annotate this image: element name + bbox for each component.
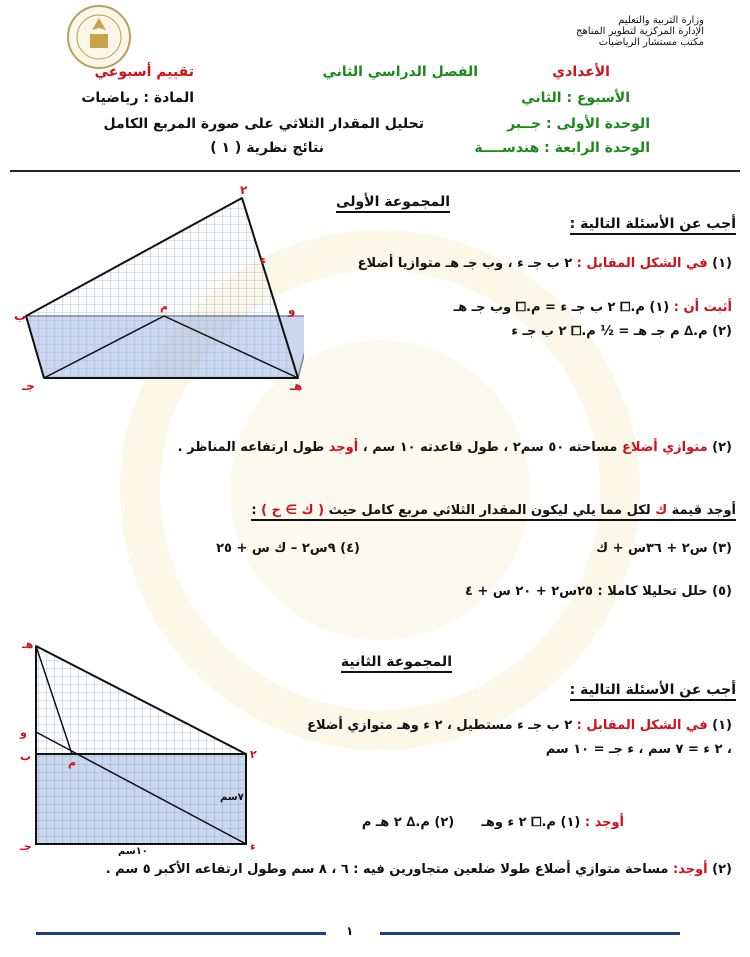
subject: المادة : رياضيات bbox=[81, 90, 194, 106]
g2-q2 bbox=[12, 862, 732, 877]
g2-q1-label: في الشكل المقابل : bbox=[576, 718, 708, 733]
g1-q1-label: في الشكل المقابل : bbox=[576, 256, 708, 271]
g1-q1-num: (١) bbox=[712, 256, 732, 271]
ministry-logo bbox=[66, 4, 132, 70]
g1-prove-label: أثبت أن : bbox=[673, 300, 732, 315]
fig2-label-b: ب bbox=[20, 750, 32, 763]
unit-1: الوحدة الأولى : جــبر bbox=[507, 116, 650, 132]
g1-prove-1: (١) م.⧠ ٢ ب جـ ء = م.⧠ وب جـ هـ bbox=[453, 300, 670, 315]
fig2-label-c: جـ bbox=[20, 840, 32, 853]
g1-q3: (٣) س٢ + ٣٦س + ك bbox=[596, 541, 732, 556]
footer-line-right bbox=[380, 932, 680, 935]
g1-find-k-line bbox=[251, 503, 736, 521]
g1-q5: (٥) حلل تحليلا كاملا : ٢٥س٢ + ٢٠ س + ٤ bbox=[465, 584, 732, 599]
g1-q1-text: ٢ ب جـ ء ، وب جـ هـ متوازيا أضلاع bbox=[357, 256, 573, 271]
g2-q1-text2: ، ٢ ء = ٧ سم ، ء جـ = ١٠ سم bbox=[545, 742, 732, 757]
group-1-title bbox=[300, 194, 450, 210]
group-2-instruction bbox=[436, 682, 736, 698]
assessment: تقييم أسبوعي bbox=[94, 64, 194, 80]
fig1-label-d: ء bbox=[260, 253, 267, 267]
g1-find-k-var: ك bbox=[655, 503, 668, 518]
header-divider bbox=[10, 170, 740, 172]
g2-find-1: (١) م.⧠ ٢ ء وهـ bbox=[481, 815, 581, 830]
g2-q1-num: (١) bbox=[712, 718, 732, 733]
fig1-label-h: هـ bbox=[290, 379, 303, 393]
fig1-label-m: م bbox=[160, 300, 169, 313]
g1-q2-num: (٢) bbox=[712, 440, 732, 455]
topic-1: تحليل المقدار الثلاثي على صورة المربع الكامل bbox=[103, 116, 424, 132]
ministry-line-1: وزارة التربية والتعليم bbox=[618, 15, 704, 26]
ministry-line-2: الإدارة المركزية لتطوير المناهج bbox=[576, 26, 704, 37]
g1-q4: (٤) ٩س٢ – ك س + ٢٥ bbox=[216, 541, 360, 556]
group-2-title-text: المجموعة الثانية bbox=[341, 654, 452, 673]
topic-4: نتائج نظرية ( ١ ) bbox=[210, 140, 324, 156]
fig2-label-a: ٢ bbox=[250, 748, 257, 761]
stage: الأعدادي bbox=[552, 64, 610, 80]
ministry-header bbox=[524, 15, 704, 48]
g1-q2-rest: طول ارتفاعه المناظر . bbox=[177, 440, 325, 455]
g1-prove-2: (٢) م.∆ م جـ هـ = ½ م.⧠ ٢ ب جـ ء bbox=[511, 324, 732, 339]
fig1-label-b: ب bbox=[14, 309, 27, 323]
g1-q1 bbox=[312, 256, 732, 271]
g1-q2-text: مساحته ٥٠ سم٢ ، طول قاعدته ١٠ سم ، bbox=[362, 440, 618, 455]
group-2-instruction-text: أجب عن الأسئلة التالية : bbox=[570, 682, 736, 701]
figure-1 bbox=[14, 184, 304, 394]
group-1-title-text: المجموعة الأولى bbox=[336, 194, 450, 213]
fig2-label-h: هـ bbox=[22, 638, 34, 651]
g1-find-k-end: : bbox=[251, 503, 257, 518]
g2-q1 bbox=[292, 718, 732, 733]
ministry-line-3: مكتب مستشار الرياضيات bbox=[598, 37, 704, 48]
unit-4: الوحدة الرابعة : هندســــة bbox=[474, 140, 650, 156]
fig2-len-10: ١٠سم bbox=[118, 846, 148, 856]
group-2-title bbox=[300, 654, 452, 670]
fig2-label-m: م bbox=[68, 756, 77, 769]
fig2-len-7: ٧سم bbox=[220, 792, 244, 803]
fig1-label-a: ٢ bbox=[240, 184, 248, 197]
page-number: ١ bbox=[346, 924, 354, 938]
g2-find-label: أوجد : bbox=[584, 815, 624, 830]
g1-prove bbox=[312, 300, 732, 315]
g1-q2-label: متوازي أضلاع bbox=[621, 440, 708, 455]
g2-find-2: (٢) م.∆ ٢ هـ م bbox=[361, 815, 455, 830]
g1-find-k bbox=[16, 503, 736, 518]
fig1-label-c: جـ bbox=[22, 379, 35, 393]
g1-find-k-text: لكل مما يلي ليكون المقدار الثلاثي مربع كامل حيث bbox=[328, 503, 651, 518]
semester: الفصل الدراسي الثاني bbox=[322, 64, 478, 80]
g2-find bbox=[274, 815, 624, 830]
g2-q2-num: (٢) bbox=[712, 862, 732, 877]
fig2-label-w: و bbox=[20, 726, 27, 739]
figure-2 bbox=[14, 636, 274, 856]
g1-q2 bbox=[12, 440, 732, 455]
g2-q1-text: ٢ ب جـ ء مستطيل ، ٢ ء وهـ متوازي أضلاع bbox=[307, 718, 573, 733]
g2-q2-label: أوجد: bbox=[673, 862, 708, 877]
group-1-instruction-text: أجب عن الأسئلة التالية : bbox=[570, 216, 736, 235]
week: الأسبوع : الثاني bbox=[521, 90, 630, 106]
group-1-instruction bbox=[436, 216, 736, 232]
g1-find-k-cond: ( ك ∋ ح ) bbox=[261, 503, 325, 518]
g1-find-k-pre: أوجد قيمة bbox=[671, 503, 736, 518]
g1-q2-find: أوجد bbox=[328, 440, 359, 455]
g2-q2-text: مساحة متوازي أضلاع طولا ضلعين متجاورين فيه : ٦ ، ٨ سم وطول ارتفاعه الأكبر ٥ سم . bbox=[105, 862, 669, 877]
fig1-label-w: و bbox=[288, 303, 296, 317]
footer-line-left bbox=[36, 932, 326, 935]
fig2-label-d: ء bbox=[250, 840, 256, 853]
